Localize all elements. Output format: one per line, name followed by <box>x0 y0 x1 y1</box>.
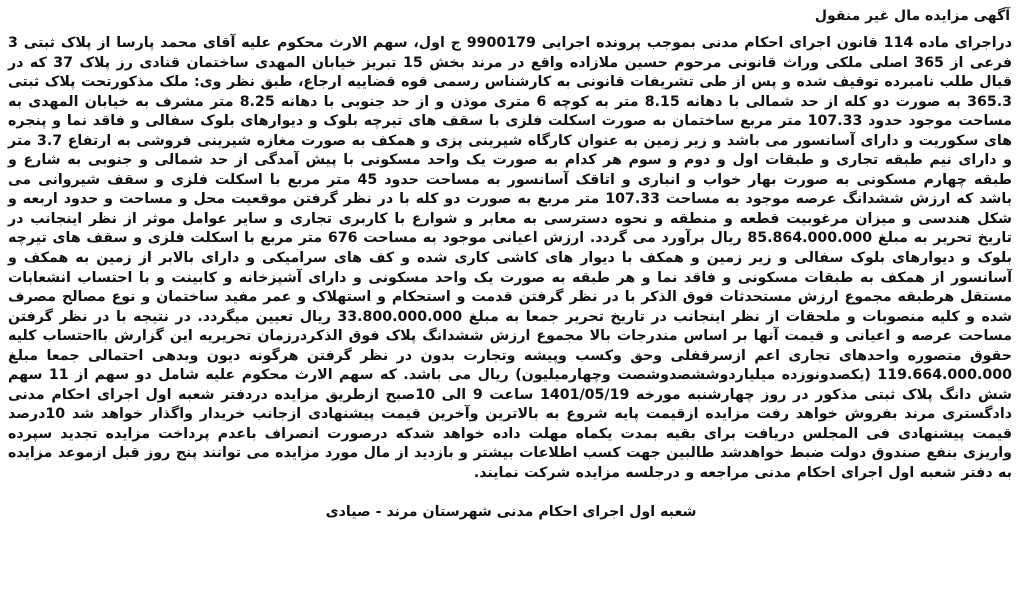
auction-notice <box>8 6 1014 590</box>
notice-body: دراجرای ماده 114 قانون اجرای احکام مدنی بموجب پرونده اجرایی 9900179 ج اول، سهم الارث محکوم علیه آقای محمد پارسا از پلاک ثبتی 3 فرعی از 365 اصلی ملکی وراث قانونی مرحوم حسین ملازاده واقع در مرند بخش 15 تبریز خیابان المهدی ساختمان قنادی رز پلاک 37 که در قبال طلب نامبرده توقیف شده و پس از طی تشریفات قانونی به کارشناس رسمی قوه قضاییه ارجاع، طبق نظر وی: ملک مذکورتحت پلاک ثبتی 365.3 به صورت دو کله از حد شمالی با دهانه 8.15 متر به کوچه 6 متری موذن و از حد جنوبی با دهانه 8.25 متر مشرف به خیابان المهدی به مساحت موجود حدود 107.33 متر مربع ساختمان به صورت اسکلت فلزی با سقف های تیرچه بلوک و دیوارهای بلوک سفالی و فاقد نما و پنجره های سکوریت و دارای آسانسور می باشد و زیر زمین به عنوان کارگاه شیرینی پزی و همکف به صورت مغازه شیرینی فروشی به ارتفاع 3.7 متر و دارای نیم طبقه تجاری و طبقات اول و دوم و سوم هر کدام به صورت یک واحد مسکونی با پیش آمدگی از حد شمالی و جنوبی به شارع و طبقه چهارم مسکونی به صورت بهار خواب و انباری و اتاقک آسانسور به مساحت حدود 45 متر مربع با اسکلت فلزی و سقف شیروانی می باشد که ارزش ششدانگ عرصه موجود به مساحت 107.33 متر مربع به صورت دو کله با در نظر گرفتن موقعیت محل و مساحت و حدود اربعه و شکل هندسی و میزان مرغوبیت قطعه و منطقه و نحوه دسترسی به معابر و شوارع با کاربری تجاری و سایر عوامل موثر از نظر اینجانب در تاریخ تحریر به مبلغ 85.864.000.000 ریال برآورد می گردد. ارزش اعیانی موجود به مساحت 676 متر مربع با اسکلت فلزی و سقف های تیرچه بلوک و دیوارهای بلوک سفالی و زیر زمین و همکف با دیوار های کاشی کاری شده و کف های سرامیکی و دارای بالابر از زمین به همکف و آسانسور از همکف به طبقات مسکونی و فاقد نما و هر طبقه به صورت یک واحد مسکونی و دارای آشپزخانه و کابینت و با احتساب انشعابات مستقل هرطبقه مجموع ارزش مستحدثات فوق الذکر با در نظر گرفتن قدمت و استحکام و استهلاک و عمر مفید ساختمان و نوع مصالح مصرف شده و کلیه منصوبات و ملحقات از نظر اینجانب در تاریخ تحریر جمعا به مبلغ 33.800.000.000 ریال تعیین میگردد. در نتیجه با در نظر گرفتن مساحت عرصه و اعیانی و قیمت آنها بر اساس مندرجات بالا مجموع ارزش ششدانگ پلاک فوق الذکردرزمان تحریریه این گزارش بااحتساب کلیه حقوق متصوره واحدهای تجاری اعم ازسرقفلی وحق وکسب وپیشه وتجارت بدون در نظر گرفتن هرگونه دیون وبدهی احتمالی جمعا مبلغ 119.664.000.000 (یکصدونوزده میلیاردوششصدوشصت وچهارمیلیون) ریال می باشد. که سهم الارث محکوم علیه شامل دو سهم از 11 سهم شش دانگ پلاک ثبتی مذکور در روز چهارشنبه مورخه 1401/05/19 ساعت 9 الی 10صبح ازطریق مزایده دردفتر شعبه اول اجرای احکام مدنی دادگستری مرند بفروش خواهد رفت مزایده ازقیمت پایه شروع به بالاترین وآخرین قیمت پیشنهادی ازجانب خریدار واگذار خواهد شد 10درصد قیمت پیشنهادی فی المجلس دریافت برای بقیه بمدت یکماه مهلت داده خواهد شدکه درصورت انصراف باعدم پرداخت مزایده تجدید سپرده واریزی بنفع صندوق دولت ضبط خواهدشد طالبین جهت کسب اطلاعات بیشتر و بازدید از مال مورد مزایده می توانند پنج روز قبل ازموعد مزایده به دفتر شعبه اول اجرای احکام مدنی مراجعه و درجلسه مزایده شرکت نمایند. <box>8 35 1013 482</box>
notice-signature: شعبه اول اجرای احکام مدنی شهرستان مرند - صیادی <box>325 503 697 520</box>
notice-title: آگهی مزایده مال غیر منقول <box>814 8 1010 24</box>
